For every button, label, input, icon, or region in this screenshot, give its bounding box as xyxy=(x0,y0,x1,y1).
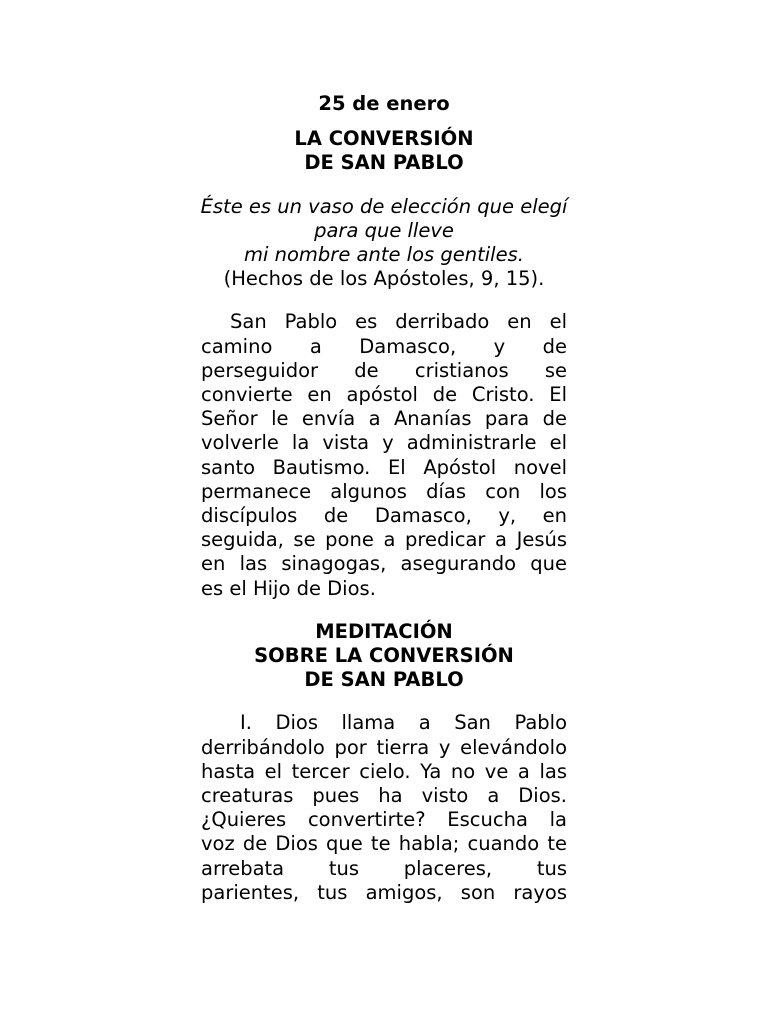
feast-title-line: LA CONVERSIÓN xyxy=(294,127,474,151)
paragraph-line: santo Bautismo. El Apóstol novel xyxy=(201,455,567,479)
feast-title-line: DE SAN PABLO xyxy=(304,151,464,175)
paragraph-line: en las sinagogas, asegurando que xyxy=(201,552,567,576)
paragraph-line: voz de Dios que te habla; cuando te xyxy=(201,832,567,856)
paragraph-line: seguida, se pone a predicar a Jesús xyxy=(201,528,567,552)
paragraph-line: convierte en apóstol de Cristo. El xyxy=(201,383,567,407)
meditation-heading-line: SOBRE LA CONVERSIÓN xyxy=(254,644,514,668)
paragraph-line: perseguidor de cristianos se xyxy=(201,358,567,382)
paragraph-line: Señor le envía a Ananías para de xyxy=(201,407,567,431)
paragraph-line: hasta el tercer cielo. Ya no ve a las xyxy=(201,759,567,783)
meditation-heading-line: MEDITACIÓN xyxy=(315,619,453,643)
epigraph-line: Éste es un vaso de elección que elegí xyxy=(200,194,568,218)
paragraph-line: San Pablo es derribado en el xyxy=(230,310,567,334)
epigraph xyxy=(189,195,579,292)
paragraph-line: permanece algunos días con los xyxy=(201,479,567,503)
paragraph-line: camino a Damasco, y de xyxy=(201,334,567,358)
paragraph-line: derribándolo por tierra y elevándolo xyxy=(201,735,567,759)
paragraph-line: arrebata tus placeres, tus xyxy=(201,856,567,880)
feast-date: 25 de enero xyxy=(318,92,450,115)
summary-paragraph xyxy=(201,310,567,600)
epigraph-reference: (Hechos de los Apóstoles, 9, 15). xyxy=(223,267,545,291)
paragraph-line: ¿Quieres convertirte? Escucha la xyxy=(201,808,567,832)
paragraph-line: parientes, tus amigos, son rayos xyxy=(201,880,567,904)
epigraph-line: para que lleve xyxy=(314,218,454,242)
paragraph-line: discípulos de Damasco, y, en xyxy=(201,504,567,528)
meditation-heading-line: DE SAN PABLO xyxy=(304,668,464,692)
epigraph-line: mi nombre ante los gentiles. xyxy=(244,243,524,267)
paragraph-line: creaturas pues ha visto a Dios. xyxy=(201,784,567,808)
paragraph-line: I. Dios llama a San Pablo xyxy=(240,711,567,735)
paragraph-line: es el Hijo de Dios. xyxy=(201,576,376,600)
meditation-paragraph xyxy=(201,711,567,905)
paragraph-line: volverle la vista y administrarle el xyxy=(201,431,567,455)
meditation-heading xyxy=(201,620,567,693)
feast-title xyxy=(201,127,567,175)
text-column xyxy=(201,92,567,924)
